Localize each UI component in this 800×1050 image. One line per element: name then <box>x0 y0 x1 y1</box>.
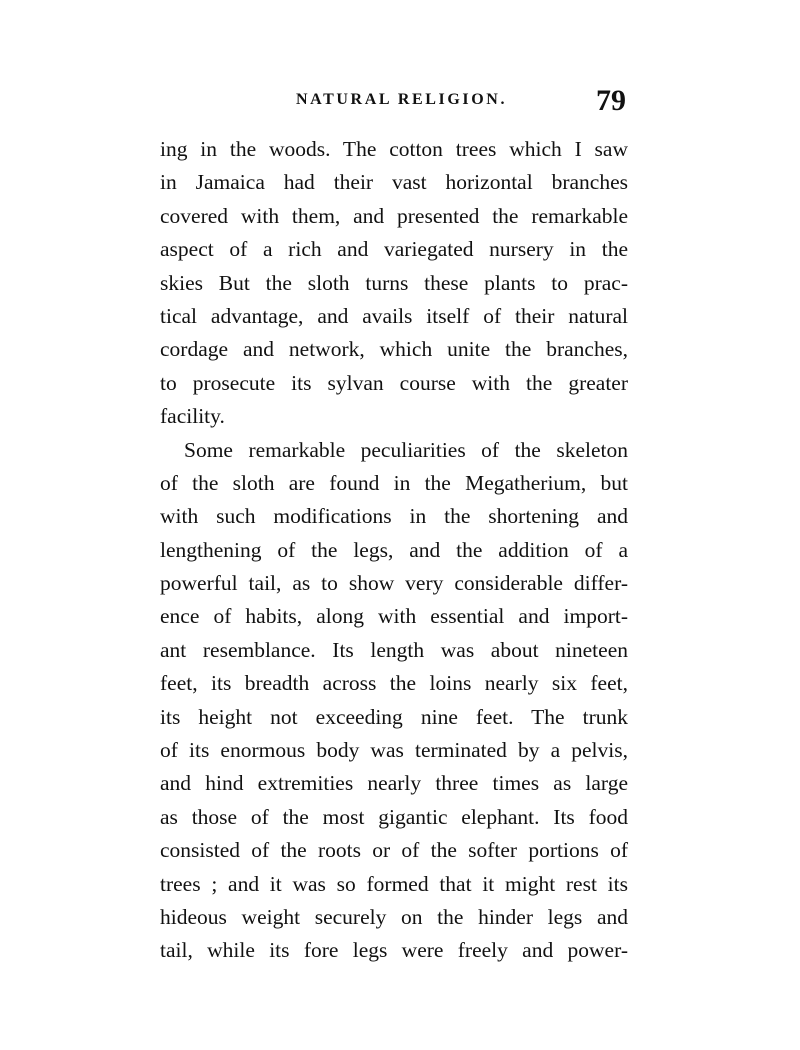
text-line: tical advantage, and avails itself of their natural <box>160 303 628 328</box>
text-line: Some remarkable peculiarities of the skeleton <box>184 437 628 462</box>
text-line: trees ; and it was so formed that it might rest its <box>160 871 628 896</box>
text-line: consisted of the roots or of the softer portions of <box>160 838 628 863</box>
text-line: its height not exceeding nine feet. The trunk <box>160 704 628 729</box>
text-line: cordage and network, which unite the branches, <box>160 337 628 362</box>
text-line: to prosecute its sylvan course with the greater <box>160 370 628 395</box>
text-line: ing in the woods. The cotton trees which I saw <box>160 137 628 161</box>
running-head <box>160 86 628 120</box>
text-line: hideous weight securely on the hinder legs and <box>160 904 628 929</box>
text-line: and hind extremities nearly three times as large <box>160 771 628 796</box>
text-line: ant resemblance. Its length was about nineteen <box>160 637 628 662</box>
running-head-title: NATURAL RELIGION. <box>296 91 508 108</box>
text-line: facility. <box>160 404 225 429</box>
text-line: aspect of a rich and variegated nursery in the <box>160 237 628 262</box>
text-line: as those of the most gigantic elephant. Its food <box>160 804 628 829</box>
text-line: ence of habits, along with essential and import- <box>160 604 628 629</box>
text-line: of its enormous body was terminated by a pelvis, <box>160 738 628 763</box>
text-line: feet, its breadth across the loins nearly six feet, <box>160 671 628 696</box>
text-line: powerful tail, as to show very considerable differ- <box>160 571 628 596</box>
paragraph-1 <box>160 133 628 434</box>
text-line: tail, while its fore legs were freely and power- <box>160 938 628 963</box>
text-line: in Jamaica had their vast horizontal branches <box>160 170 628 195</box>
text-line: of the sloth are found in the Megatherium, but <box>160 470 628 495</box>
page-number: 79 <box>596 84 626 117</box>
text-line: lengthening of the legs, and the addition of a <box>160 537 628 562</box>
text-line: with such modifications in the shortening and <box>160 504 628 529</box>
body-text <box>160 133 628 968</box>
text-line: skies But the sloth turns these plants to prac- <box>160 270 628 295</box>
text-line: covered with them, and presented the remarkable <box>160 203 628 228</box>
paragraph-2 <box>160 434 628 968</box>
